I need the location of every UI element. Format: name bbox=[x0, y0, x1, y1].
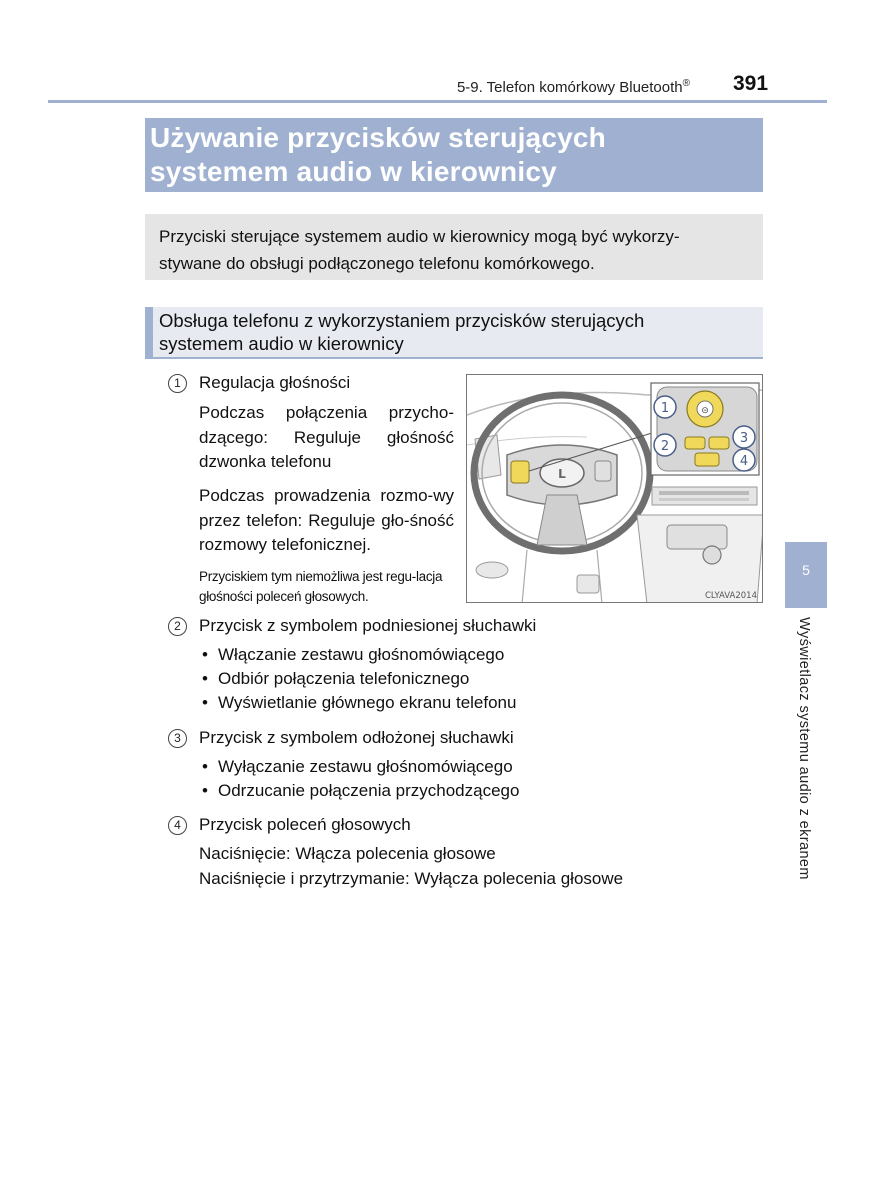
svg-text:L: L bbox=[558, 467, 566, 481]
page-title bbox=[150, 121, 763, 189]
section-heading bbox=[159, 309, 763, 355]
item-1-paragraph-1: Podczas połączenia przycho-dzącego: Reguluje głośność dzwonka telefonu bbox=[199, 403, 454, 471]
page-title-line-2: systemem audio w kierownicy bbox=[150, 156, 557, 187]
item-1-note: Przyciskiem tym niemożliwa jest regu-lacja głośności poleceń głosowych. bbox=[199, 569, 443, 604]
item-1-paragraph-2: Podczas prowadzenia rozmo-wy przez telefon: Reguluje gło-śność rozmowy telefonicznej. bbox=[199, 486, 454, 554]
list-item: • Włączanie zestawu głośnomówiącego bbox=[202, 643, 516, 667]
item-4-heading: Przycisk poleceń głosowych bbox=[199, 815, 411, 834]
callout-2: 2 bbox=[660, 439, 670, 454]
chapter-number: 5 bbox=[802, 562, 810, 578]
section-heading-line-1: Obsługa telefonu z wykorzystaniem przycisków sterujących bbox=[159, 310, 645, 331]
item-2-number-badge: 2 bbox=[168, 617, 187, 636]
trademark-symbol: ® bbox=[682, 78, 690, 89]
header-divider bbox=[48, 100, 827, 103]
svg-text:⊝: ⊝ bbox=[701, 406, 709, 416]
item-4-number-badge: 4 bbox=[168, 816, 187, 835]
intro-line-2: stywane do obsługi podłączonego telefonu komórkowego. bbox=[159, 254, 595, 273]
running-header-title: 5-9. Telefon komórkowy Bluetooth bbox=[456, 79, 683, 96]
page-title-box bbox=[145, 118, 763, 192]
section-heading-box bbox=[145, 307, 763, 359]
list-item: • Odrzucanie połączenia przychodzącego bbox=[202, 779, 519, 803]
steering-wheel-illustration bbox=[466, 374, 763, 603]
item-1-heading: Regulacja głośności bbox=[199, 373, 351, 392]
callout-4: 4 bbox=[739, 454, 749, 469]
item-3-bullet-list bbox=[202, 755, 519, 803]
intro-text bbox=[159, 223, 753, 277]
item-4-line-1: Naciśnięcie: Włącza polecenia głosowe bbox=[199, 844, 496, 863]
chapter-tab bbox=[785, 542, 827, 608]
item-3-number-badge: 3 bbox=[168, 729, 187, 748]
item-2-heading: Przycisk z symbolem podniesionej słuchawki bbox=[199, 616, 537, 635]
item-1-number-badge: 1 bbox=[168, 374, 187, 393]
intro-line-1: Przyciski sterujące systemem audio w kierownicy mogą być wykorzy- bbox=[159, 227, 680, 246]
callout-1: 1 bbox=[660, 401, 670, 416]
item-4-line-2: Naciśnięcie i przytrzymanie: Wyłącza polecenia głosowe bbox=[199, 869, 624, 888]
chapter-side-label: Wyświetlacz systemu audio z ekranem bbox=[796, 617, 812, 880]
callout-3: 3 bbox=[739, 431, 749, 446]
figure-code: CLYAVA2014 bbox=[704, 591, 757, 601]
list-item: • Wyłączanie zestawu głośnomówiącego bbox=[202, 755, 519, 779]
running-header bbox=[457, 78, 690, 96]
page-title-line-1: Używanie przycisków sterujących bbox=[150, 122, 606, 153]
steering-wheel-drawing bbox=[467, 375, 763, 603]
list-item: • Wyświetlanie głównego ekranu telefonu bbox=[202, 691, 516, 715]
item-3-heading: Przycisk z symbolem odłożonej słuchawki bbox=[199, 728, 514, 747]
list-item: • Odbiór połączenia telefonicznego bbox=[202, 667, 516, 691]
item-2-bullet-list bbox=[202, 643, 516, 715]
section-heading-line-2: systemem audio w kierownicy bbox=[159, 333, 404, 354]
page-number: 391 bbox=[733, 72, 769, 95]
intro-box bbox=[145, 214, 763, 280]
